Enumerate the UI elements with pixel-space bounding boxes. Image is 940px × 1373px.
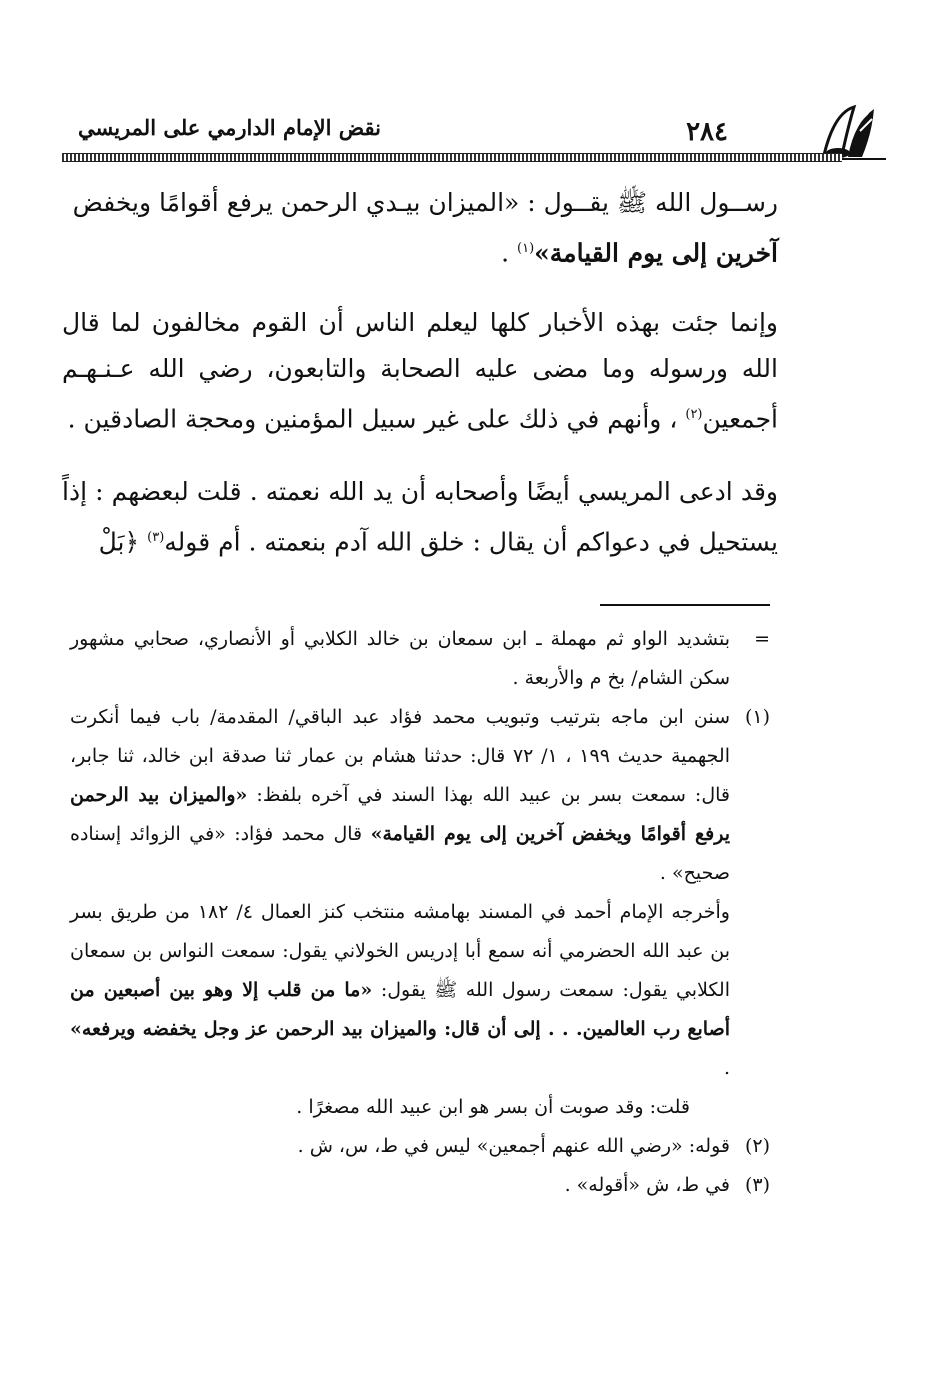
footnote-2-text: قوله: «رضي الله عنهم أجمعين» ليس في ط، س، ش . [297, 1135, 730, 1157]
running-title: نقض الإمام الدارمي على المريسي [78, 115, 381, 140]
p1-line1: رســول الله ﷺ يقــول : «الميزان بيـدي الرحمن يرفع أقوامًا ويخفض [72, 188, 778, 217]
continuation-mark: = [754, 628, 770, 650]
footnote-1-quote: «والميزان بيد الرحمن يرفع أقوامًا ويخفض آخرين إلى يوم القيامة» [70, 784, 730, 845]
footnote-3 [70, 1166, 770, 1205]
footnote-1-p2-a: وأخرجه الإمام أحمد في المسند بهامشه منتخب كنز العمال ٤/ ١٨٢ من طريق بسر بن عبد الله الحضرمي أنه سمع أبا إدريس الخولاني يقول: سمعت النواس بن سمعان الكلابي يقول: سمعت رسول الله ﷺ يقول: [70, 901, 730, 1001]
p2-line2: الله ورسوله وما مضى عليه الصحابة والتابعون، رضي الله عـنـهـم [62, 354, 778, 384]
paragraph-1 [62, 180, 778, 276]
paragraph-3 [62, 469, 778, 565]
footnote-ref-1: (١) [517, 241, 535, 256]
continuation-text: بتشديد الواو ثم مهملة ـ ابن سمعان بن خالد الكلابي أو الأنصاري، صحابي مشهور سكن الشام/ بخ م والأربعة . [70, 628, 730, 689]
footnote-1-p2-quote: «ما من قلب إلا وهو بين أصبعين من أصابع رب العالمين. . . إلى أن قال: والميزان بيد الرحمن عز وجل يخفضه ويرفعه» [70, 979, 731, 1040]
footnote-1-paragraph-3: قلت: وقد صوبت أن بسر هو ابن عبيد الله مصغرًا . [296, 1096, 690, 1118]
footnote-continuation [70, 620, 770, 698]
footnote-1-body [70, 698, 730, 893]
footnote-ref-2: (٢) [685, 407, 703, 423]
footnote-1-text-c: قال محمد فؤاد: «في الزوائد إسناده صحيح» . [70, 823, 730, 884]
p1-end: . [501, 238, 518, 268]
page-number: ٢٨٤ [686, 117, 728, 147]
paragraph-2 [62, 300, 778, 442]
footnote-1-number: (١) [744, 706, 770, 728]
header-rule [62, 153, 842, 162]
page-header [40, 95, 900, 165]
footnote-1-text-a: سنن ابن ماجه بترتيب وتبويب محمد فؤاد عبد الباقي/ المقدمة/ باب فيما أنكرت الجهمية حديث ١٩٩ ، ١/ ٧٢ قال: حدثنا هشام بن عمار ثنا صدقة ابن خالد، ثنا جابر، قال: سمعت بسر بن عبيد الله بهذا السند في آخره بلفظ: [70, 706, 730, 806]
main-text [62, 180, 778, 591]
p2-line3b: ، وأنهم في ذلك على غير سبيل المؤمنين ومحجة الصادقين . [67, 404, 686, 434]
footnote-3-number: (٣) [744, 1174, 770, 1196]
footnotes [70, 620, 770, 1205]
p2-line3a: أجمعين [702, 404, 778, 434]
p3-line1: وقد ادعى المريسي أيضًا وأصحابه أن يد الله نعمته . قلت لبعضهم : [95, 476, 778, 506]
p1-line2: آخرين إلى يوم القيامة» [534, 238, 778, 268]
p3-line2b: ﴿بَلْ [98, 526, 148, 556]
footnote-3-text: في ط، ش «أقوله» . [564, 1174, 730, 1196]
p3-line2a: إذاً يستحيل في دعواكم أن يقال : خلق الله آدم بنعمته . أم قوله [62, 476, 778, 556]
footnote-ref-3: (٣) [147, 529, 165, 545]
p2-line1: وإنما جئت بهذه الأخبار كلها ليعلم الناس أن القوم مخالفون لما قال [62, 308, 778, 338]
footnote-1-p2-c: . [723, 1057, 730, 1079]
footnote-2-number: (٢) [744, 1135, 770, 1157]
footnote-1 [70, 698, 770, 893]
footnote-separator [600, 604, 770, 606]
footnote-1-paragraph-2 [70, 893, 770, 1088]
footnote-2 [70, 1127, 770, 1166]
